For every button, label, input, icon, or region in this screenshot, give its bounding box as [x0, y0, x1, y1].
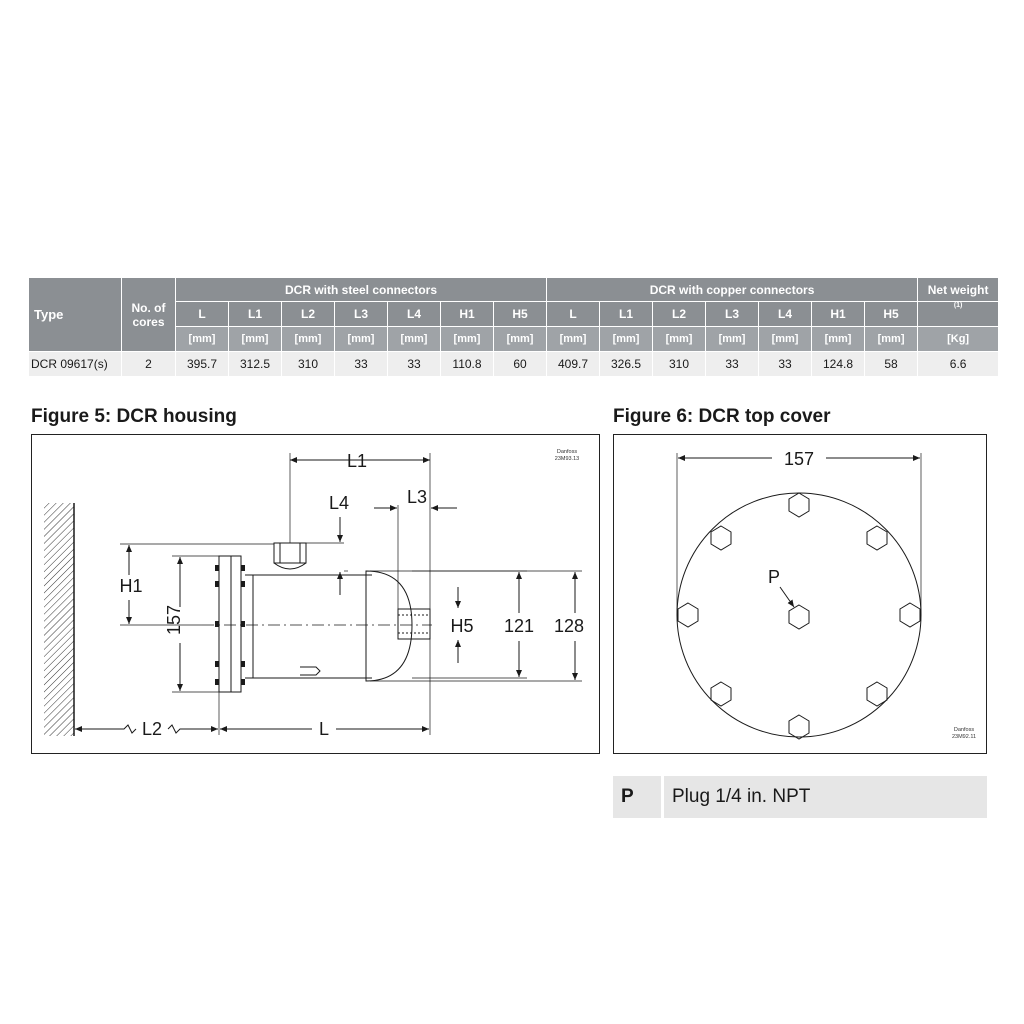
- steel-col-l2: L2: [282, 302, 335, 327]
- steel-cell: 395.7: [176, 352, 229, 377]
- unit-cell: [mm]: [494, 327, 547, 352]
- weight-footnote-marker: (1): [918, 302, 999, 327]
- unit-cell: [mm]: [441, 327, 494, 352]
- dim-L2-right: [168, 725, 218, 733]
- end-cap: [366, 571, 412, 681]
- cover-bolts: [678, 493, 920, 739]
- copper-cell: 33: [706, 352, 759, 377]
- steel-cell: 33: [388, 352, 441, 377]
- copper-cell: 33: [759, 352, 812, 377]
- figure5-drawing: [31, 434, 600, 754]
- figure6-title: Figure 6: DCR top cover: [613, 406, 831, 427]
- copper-cell: 58: [865, 352, 918, 377]
- weight-cell: 6.6: [918, 352, 999, 377]
- cores-header-line1: No. of: [131, 300, 166, 315]
- cores-header: [122, 278, 176, 352]
- top-connector: [274, 543, 306, 563]
- steel-col-l4: L4: [388, 302, 441, 327]
- label-P: P: [767, 567, 781, 587]
- copper-col-l3: L3: [706, 302, 759, 327]
- unit-cell: [mm]: [812, 327, 865, 352]
- label-L3: L3: [406, 487, 428, 507]
- unit-cell: [mm]: [600, 327, 653, 352]
- ref-brand: Danfoss: [953, 727, 975, 733]
- steel-col-h1: H1: [441, 302, 494, 327]
- steel-cell: 312.5: [229, 352, 282, 377]
- flange-left: [219, 556, 231, 692]
- unit-cell-kg: [Kg]: [918, 327, 999, 352]
- label-128: 128: [553, 616, 585, 636]
- cores-cell: 2: [122, 352, 176, 377]
- legend-key: P: [613, 776, 661, 818]
- steel-col-h5: H5: [494, 302, 547, 327]
- steel-cell: 310: [282, 352, 335, 377]
- side-connector: [398, 609, 430, 639]
- type-cell: DCR 09617(s): [29, 352, 122, 377]
- label-157: 157: [164, 604, 184, 636]
- unit-cell: [mm]: [282, 327, 335, 352]
- label-H1: H1: [119, 576, 143, 596]
- unit-cell: [mm]: [547, 327, 600, 352]
- label-L: L: [318, 719, 330, 739]
- plug-hex: [789, 605, 809, 629]
- legend-description: Plug 1/4 in. NPT: [664, 776, 987, 818]
- steel-cell: 110.8: [441, 352, 494, 377]
- unit-cell: [mm]: [759, 327, 812, 352]
- unit-cell: [mm]: [865, 327, 918, 352]
- flange-right: [231, 556, 241, 692]
- unit-cell: [mm]: [653, 327, 706, 352]
- copper-group-header: DCR with copper connectors: [547, 278, 918, 302]
- label-L2: L2: [141, 719, 163, 739]
- unit-cell: [mm]: [176, 327, 229, 352]
- wall-hatch: [44, 503, 74, 736]
- copper-cell: 326.5: [600, 352, 653, 377]
- steel-cell: 33: [335, 352, 388, 377]
- type-header: Type: [29, 278, 122, 352]
- copper-cell: 124.8: [812, 352, 865, 377]
- copper-col-h1: H1: [812, 302, 865, 327]
- table-row: [29, 352, 999, 377]
- label-121: 121: [503, 616, 535, 636]
- figure5-title: Figure 5: DCR housing: [31, 406, 237, 427]
- copper-col-l: L: [547, 302, 600, 327]
- cores-header-line2: cores: [132, 314, 165, 329]
- copper-col-l4: L4: [759, 302, 812, 327]
- spec-table: [28, 277, 999, 377]
- unit-cell: [mm]: [388, 327, 441, 352]
- ref-brand: Danfoss: [556, 449, 578, 455]
- steel-col-l: L: [176, 302, 229, 327]
- weight-header: Net weight: [918, 278, 999, 302]
- label-157: 157: [783, 449, 815, 469]
- unit-cell: [mm]: [229, 327, 282, 352]
- steel-col-l1: L1: [229, 302, 282, 327]
- copper-cell: 310: [653, 352, 706, 377]
- figure6-drawing: [613, 434, 987, 754]
- dcr-housing-drawing: [32, 435, 598, 752]
- dim-L2-left: [75, 725, 136, 733]
- dcr-top-cover-drawing: [614, 435, 985, 752]
- legend-row: [613, 776, 987, 818]
- plug-pointer: [780, 587, 794, 607]
- copper-col-h5: H5: [865, 302, 918, 327]
- steel-group-header: DCR with steel connectors: [176, 278, 547, 302]
- ref-code: 23M92.11: [951, 734, 977, 740]
- copper-cell: 409.7: [547, 352, 600, 377]
- copper-col-l1: L1: [600, 302, 653, 327]
- steel-col-l3: L3: [335, 302, 388, 327]
- label-L4: L4: [328, 493, 350, 513]
- nameplate: [300, 667, 320, 675]
- unit-cell: [mm]: [706, 327, 759, 352]
- unit-cell: [mm]: [335, 327, 388, 352]
- label-H5: H5: [450, 616, 474, 636]
- ref-code: 23M93.13: [554, 456, 580, 462]
- cover-outline: [677, 493, 921, 737]
- label-L1: L1: [346, 451, 368, 471]
- copper-col-l2: L2: [653, 302, 706, 327]
- steel-cell: 60: [494, 352, 547, 377]
